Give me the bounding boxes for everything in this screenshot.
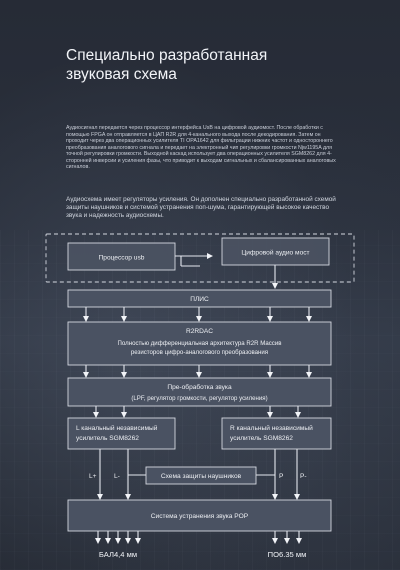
usb-processor-label: Процессор usb	[98, 254, 145, 262]
arrow-head	[207, 253, 213, 259]
fpga-label: ПЛИС	[190, 296, 209, 303]
left-amp-line-2: усилитель SGM8262	[76, 435, 139, 442]
arrow-head	[272, 283, 278, 289]
left-amp-line-1: L канальный независимый	[76, 425, 158, 432]
intro-paragraph-1: Аудиосигнал передается через процессор интерфейса UsB на цифровой аудиомост. После обработки с помощью FPGA он отправляется в ЦАП R2R для 4-канального выхода после декодирования. Затем он проходит через два операционных усилителя TI OPA1642 для фильтрации нижних частот и одностороннего преобразования аналогового сигнала и передает на электронный чип регулировки громкости Njw1195A для точной регулировки громкости. Выходной каскад использует два операционных усилителя SGM8262 для 4-сторонней инверсии и усиления фазы, что приводит к выходам сигнальных и сбалансированных аналоговых сигналов.	[66, 125, 336, 170]
bridge-down-line	[181, 256, 200, 266]
title-line-2: звуковая схема	[66, 66, 177, 83]
r2rdac-title: R2RDAC	[185, 328, 214, 335]
signal-l-plus: L+	[89, 473, 97, 480]
pop-system-label: Система устранения звука POP	[150, 513, 249, 520]
single-ended-output-label: ПО6.35 мм	[267, 550, 307, 559]
preprocessing-to-amps-arrows	[93, 406, 301, 418]
r2rdac-line-2: резисторов цифро-аналогового преобразования	[130, 349, 269, 356]
right-amp-line-1: R канальный независимый	[230, 425, 313, 432]
signal-l-minus: L-	[114, 473, 120, 480]
dac-to-preprocessing-arrows	[83, 365, 312, 378]
balanced-output-label: БАЛ4,4 мм	[98, 550, 138, 559]
left-amp-box	[68, 418, 175, 449]
signal-p-minus: P-	[300, 473, 307, 480]
output-arrows	[95, 531, 302, 544]
title-line-1: Специально разработанная	[66, 47, 268, 64]
intro-paragraph-2: Аудиосхема имеет регуляторы усиления. Он дополнен специально разработанной схемой защиты наушников и системой устранения поп-шума, гарантирующей высокое качество звука и надежность аудиосхемы.	[66, 196, 336, 219]
right-amp-line-2: усилитель SGM8262	[230, 435, 293, 442]
preprocessing-line-1: Пре-обработка звука	[167, 384, 232, 391]
r2rdac-line-1: Полностью дифференциальная архитектура R2R Массив	[117, 340, 282, 347]
fpga-to-dac-arrows	[83, 307, 312, 322]
digital-bridge-label: Цифровой аудио мост	[241, 249, 310, 257]
preprocessing-line-2: (LPF, регулятор громкости, регулятор усиления)	[131, 395, 268, 402]
signal-p-plus: P	[279, 473, 284, 480]
right-amp-box	[222, 418, 331, 449]
headphone-protection-label: Схема защиты наушников	[160, 473, 242, 480]
